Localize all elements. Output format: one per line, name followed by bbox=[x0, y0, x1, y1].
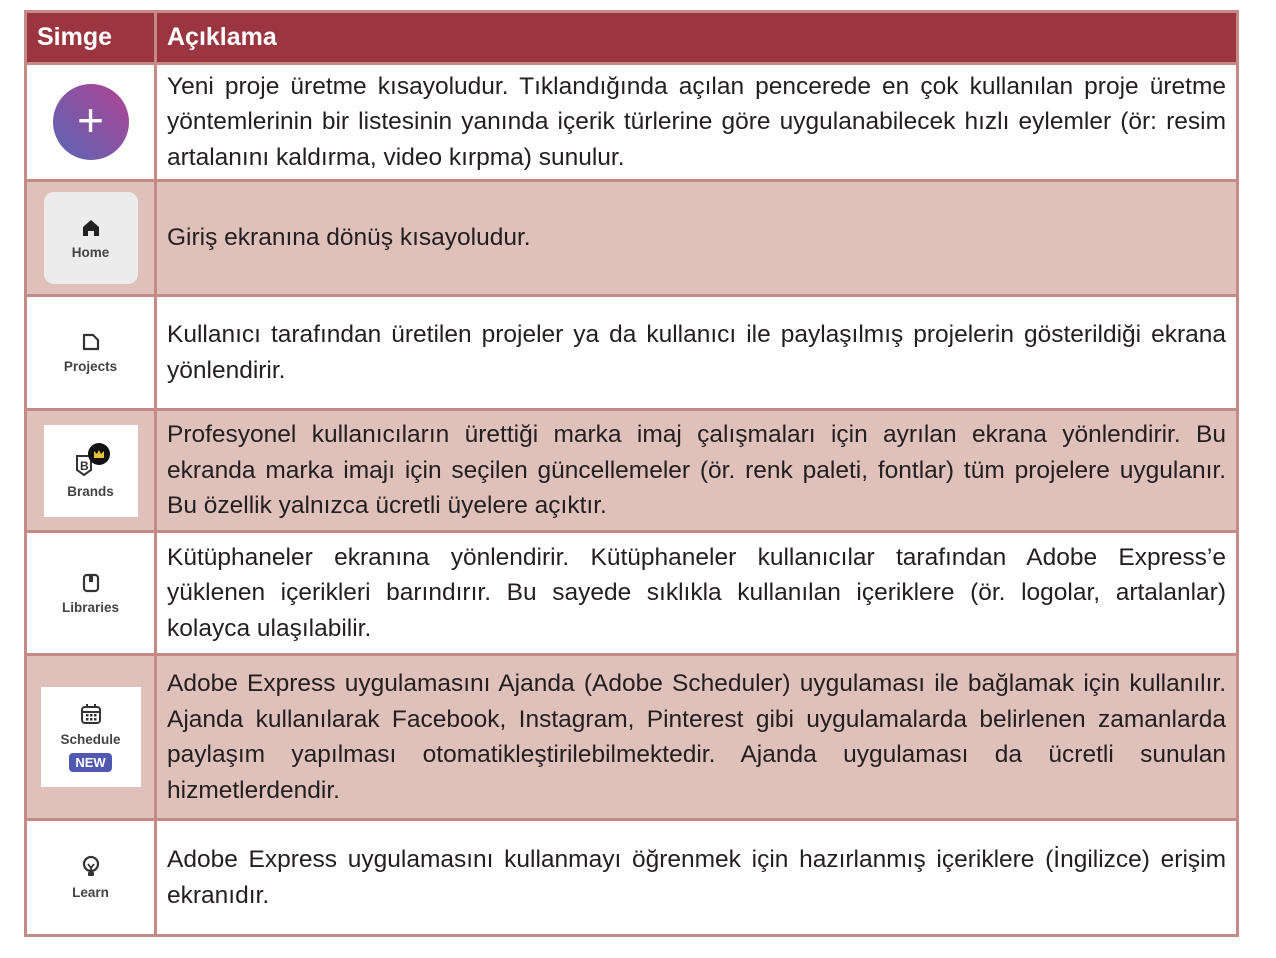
row-desc: Giriş ekranına dönüş kısayoludur. bbox=[156, 181, 1238, 296]
libraries-card bbox=[44, 547, 138, 639]
learn-card bbox=[44, 832, 138, 924]
row-desc: Yeni proje üretme kısayoludur. Tıklandığında açılan pencerede en çok kullanılan proje üretme yöntemlerinin bir listesinin yanında içerik türlerine göre uygulanabilecek hızlı eylemler (ör: resim artalanını kaldırma, video kırpma) sunulur. bbox=[156, 64, 1238, 181]
schedule-card bbox=[41, 687, 141, 787]
icon-label: Home bbox=[71, 244, 110, 260]
home-card bbox=[44, 192, 138, 284]
home-icon bbox=[80, 217, 102, 239]
icon-label: Projects bbox=[63, 359, 118, 374]
icon-label: Libraries bbox=[61, 599, 120, 615]
plus-icon: + bbox=[53, 84, 129, 160]
row-desc: Kullanıcı tarafından üretilen projeler ya da kullanıcı ile paylaşılmış projelerin gösterildiği ekrana yönlendirir. bbox=[156, 296, 1238, 410]
calendar-icon bbox=[79, 702, 103, 726]
row-desc: Kütüphaneler ekranına yönlendirir. Kütüphaneler kullanıcılar tarafından Adobe Express’e yüklenen içerikleri barındırır. Bu sayede sıklıkla kullanılan içeriklere (ör. logolar, artalanlar) kolayca ulaşılabilir. bbox=[156, 532, 1238, 655]
icon-label: Schedule bbox=[60, 732, 121, 747]
icon-label: Learn bbox=[72, 885, 109, 900]
brands-card bbox=[44, 425, 138, 517]
row-desc: Adobe Express uygulamasını Ajanda (Adobe Scheduler) uygulaması ile bağlamak için kullanılır. Ajanda kullanılarak Facebook, Instagram, Pinterest gibi uygulamalarda belirlenen zamanlarda paylaşım yapılması otomatikleştirilebilmektedir. Ajanda uygulaması da ücretli sunulan hizmetlerdendir. bbox=[156, 655, 1238, 820]
projects-icon bbox=[80, 331, 102, 353]
libraries-icon bbox=[80, 572, 102, 594]
header-description: Açıklama bbox=[156, 12, 1238, 64]
symbol-table bbox=[24, 10, 1239, 937]
row-desc: Profesyonel kullanıcıların ürettiği marka imaj çalışmaları için ayrılan ekrana yönlendirir. Bu ekranda marka imajı için seçilen güncellemeler (ör. renk paleti, fontlar) tüm projelere uygulanır. Bu özellik yalnızca ücretli üyelere açıktır. bbox=[156, 410, 1238, 532]
icon-label: Brands bbox=[67, 484, 114, 499]
brands-icon bbox=[69, 442, 113, 478]
lightbulb-icon bbox=[80, 855, 102, 879]
projects-card bbox=[44, 307, 138, 399]
row-desc: Adobe Express uygulamasını kullanmayı öğrenmek için hazırlanmış içeriklere (İngilizce) erişim ekranıdır. bbox=[156, 820, 1238, 936]
svg-text:B: B bbox=[79, 459, 89, 473]
new-badge: NEW bbox=[69, 753, 111, 772]
header-symbol: Simge bbox=[26, 12, 156, 64]
